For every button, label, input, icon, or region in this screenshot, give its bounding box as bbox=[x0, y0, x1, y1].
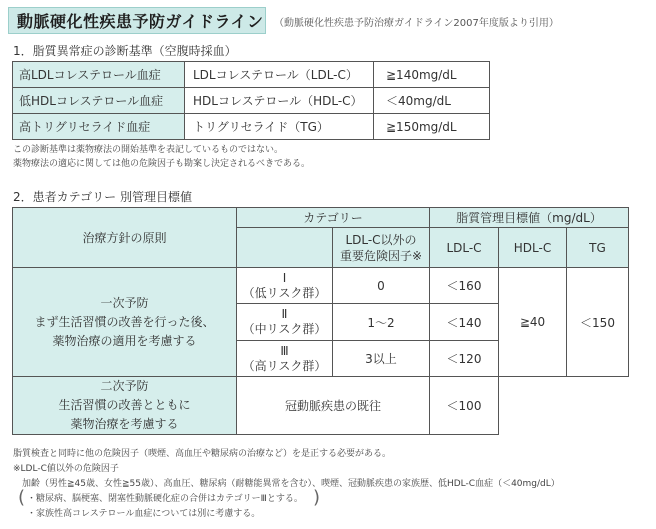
footnote: 脂質検査と同時に他の危険因子（喫煙、高血圧や糖尿病の治療など）を是正する必要がある。 bbox=[13, 449, 392, 459]
tg-header: TG bbox=[567, 228, 629, 268]
hdl-target-cell: ≧40 bbox=[499, 268, 567, 377]
table-row bbox=[13, 268, 629, 304]
condition-name: 高LDLコレステロール血症 bbox=[13, 62, 185, 88]
threshold-value: ≧150mg/dL bbox=[374, 114, 490, 140]
management-target-table bbox=[12, 207, 629, 435]
ldl-target-cell: ＜120 bbox=[430, 341, 499, 377]
section1-heading: 1．脂質異常症の診断基準（空腹時採血） bbox=[13, 44, 237, 58]
primary-prevention-cell: 一次予防 まず生活習慣の改善を行った後、 薬物治療の適用を考慮する bbox=[13, 268, 237, 377]
risk-count-cell: 1～2 bbox=[333, 304, 430, 341]
footnote: ・糖尿病、脳梗塞、閉塞性動脈硬化症の合併はカテゴリーⅢとする。 bbox=[27, 494, 303, 504]
tg-target-cell: ＜150 bbox=[567, 268, 629, 377]
threshold-value: ＜40mg/dL bbox=[374, 88, 490, 114]
criteria-note: この診断基準は薬物療法の開始基準を表記しているものではない。 bbox=[13, 145, 284, 155]
ldl-header: LDL-C bbox=[430, 228, 499, 268]
category-header: カテゴリー bbox=[237, 208, 430, 228]
footnote: ・家族性高コレステロール血症については別に考慮する。 bbox=[27, 509, 261, 519]
table-row bbox=[13, 88, 490, 114]
table-row bbox=[13, 62, 490, 88]
footnote: ※LDL-C値以外の危険因子 bbox=[13, 464, 119, 474]
risk-count-cell: 0 bbox=[333, 268, 430, 304]
criteria-note: 薬物療法の適応に関しては他の危険因子も勘案し決定されるべきである。 bbox=[13, 159, 311, 169]
condition-name: 高トリグリセライド血症 bbox=[13, 114, 185, 140]
marker-name: トリグリセライド（TG） bbox=[185, 114, 374, 140]
secondary-prevention-cell: 二次予防 生活習慣の改善とともに 薬物治療を考慮する bbox=[13, 377, 237, 435]
category-cell: Ⅲ （高リスク群） bbox=[237, 341, 333, 377]
risk-count-cell: 3以上 bbox=[333, 341, 430, 377]
category-cell: Ⅱ （中リスク群） bbox=[237, 304, 333, 341]
category-cell: Ⅰ （低リスク群） bbox=[237, 268, 333, 304]
secondary-category-cell: 冠動脈疾患の既往 bbox=[237, 377, 430, 435]
principle-header: 治療方針の原則 bbox=[13, 208, 237, 268]
target-header: 脂質管理目標値（mg/dL） bbox=[430, 208, 629, 228]
table-row bbox=[13, 377, 629, 435]
table-row bbox=[13, 114, 490, 140]
footnote: 加齢（男性≧45歳、女性≧55歳）、高血圧、糖尿病（耐糖能異常を含む）、喫煙、冠動脈疾患の家族歴、低HDL-C血症（＜40mg/dL） bbox=[22, 479, 560, 489]
ldl-target-cell: ＜140 bbox=[430, 304, 499, 341]
risk-factor-header: LDL-C以外の 重要危険因子※ bbox=[333, 228, 430, 268]
page-title: 動脈硬化性疾患予防ガイドライン bbox=[8, 7, 266, 34]
condition-name: 低HDLコレステロール血症 bbox=[13, 88, 185, 114]
diagnosis-criteria-table bbox=[12, 61, 490, 140]
title-source-note: （動脈硬化性疾患予防治療ガイドライン2007年度版より引用） bbox=[274, 18, 559, 29]
threshold-value: ≧140mg/dL bbox=[374, 62, 490, 88]
ldl-target-cell: ＜160 bbox=[430, 268, 499, 304]
marker-name: HDLコレステロール（HDL-C） bbox=[185, 88, 374, 114]
section2-heading: 2．患者カテゴリー 別管理目標値 bbox=[13, 190, 192, 204]
ldl-target-cell: ＜100 bbox=[430, 377, 499, 435]
hdl-header: HDL-C bbox=[499, 228, 567, 268]
marker-name: LDLコレステロール（LDL-C） bbox=[185, 62, 374, 88]
